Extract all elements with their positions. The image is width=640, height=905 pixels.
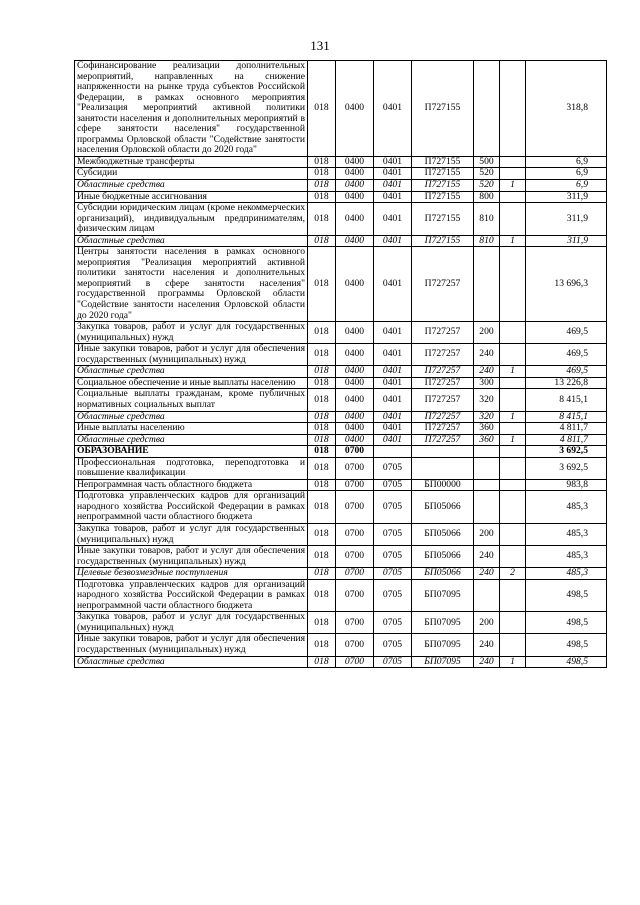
row-target-article: БП05066 [412, 523, 474, 545]
row-subsection-code: 0401 [374, 377, 412, 389]
row-funding-source [500, 546, 526, 568]
row-section-code: 0700 [336, 523, 374, 545]
table-row [75, 389, 607, 411]
row-funding-source [500, 389, 526, 411]
row-amount: 469,5 [526, 322, 607, 344]
row-expense-type: 300 [474, 377, 500, 389]
row-target-article: П727155 [412, 168, 474, 180]
row-amount: 311,9 [526, 191, 607, 203]
row-section-code: 0400 [336, 366, 374, 378]
row-target-article: П727257 [412, 434, 474, 446]
row-subsection-code: 0401 [374, 344, 412, 366]
row-subsection-code [374, 446, 412, 458]
row-amount: 485,3 [526, 491, 607, 524]
row-expense-type: 240 [474, 568, 500, 580]
row-ministry-code: 018 [308, 191, 336, 203]
table-row [75, 546, 607, 568]
row-amount: 498,5 [526, 612, 607, 634]
table-row [75, 191, 607, 203]
row-amount: 311,9 [526, 203, 607, 236]
row-subsection-code: 0401 [374, 366, 412, 378]
row-section-code: 0400 [336, 191, 374, 203]
row-description: Межбюджетные трансферты [75, 156, 308, 168]
row-funding-source [500, 61, 526, 157]
row-amount: 8 415,1 [526, 411, 607, 423]
row-expense-type [474, 61, 500, 157]
row-target-article: П727155 [412, 235, 474, 247]
row-ministry-code: 018 [308, 377, 336, 389]
row-funding-source [500, 247, 526, 322]
table-row [75, 61, 607, 157]
row-subsection-code: 0705 [374, 568, 412, 580]
row-funding-source [500, 344, 526, 366]
table-row [75, 344, 607, 366]
table-row [75, 235, 607, 247]
table-row [75, 634, 607, 656]
row-target-article: П727257 [412, 389, 474, 411]
row-expense-type: 360 [474, 423, 500, 435]
row-section-code: 0400 [336, 156, 374, 168]
row-funding-source: 1 [500, 411, 526, 423]
row-section-code: 0700 [336, 457, 374, 479]
table-row [75, 322, 607, 344]
row-amount: 13 696,3 [526, 247, 607, 322]
row-target-article: БП07095 [412, 579, 474, 612]
row-description: Профессиональная подготовка, переподготовка и повышение квалификации [75, 457, 308, 479]
row-description: Иные бюджетные ассигнования [75, 191, 308, 203]
row-expense-type: 240 [474, 344, 500, 366]
row-funding-source [500, 523, 526, 545]
row-description: Иные закупки товаров, работ и услуг для обеспечения государственных (муниципальных) нужд [75, 344, 308, 366]
row-target-article: БП07095 [412, 656, 474, 668]
row-description: Областные средства [75, 656, 308, 668]
row-amount: 3 692,5 [526, 457, 607, 479]
row-amount: 6,9 [526, 156, 607, 168]
row-target-article: П727155 [412, 203, 474, 236]
row-section-code: 0400 [336, 235, 374, 247]
row-target-article: БП05066 [412, 568, 474, 580]
row-section-code: 0700 [336, 479, 374, 491]
row-target-article: БП07095 [412, 612, 474, 634]
row-section-code: 0400 [336, 247, 374, 322]
row-funding-source [500, 203, 526, 236]
row-target-article: П727155 [412, 156, 474, 168]
row-description: Закупка товаров, работ и услуг для государственных (муниципальных) нужд [75, 523, 308, 545]
table-row [75, 568, 607, 580]
row-target-article: БП05066 [412, 491, 474, 524]
row-subsection-code: 0705 [374, 656, 412, 668]
row-expense-type: 200 [474, 322, 500, 344]
row-subsection-code: 0401 [374, 235, 412, 247]
table-row [75, 423, 607, 435]
row-target-article: П727155 [412, 180, 474, 192]
row-expense-type [474, 446, 500, 458]
row-funding-source [500, 322, 526, 344]
table-row [75, 579, 607, 612]
row-subsection-code: 0705 [374, 612, 412, 634]
row-subsection-code: 0705 [374, 457, 412, 479]
row-amount: 311,9 [526, 235, 607, 247]
row-ministry-code: 018 [308, 156, 336, 168]
row-funding-source [500, 579, 526, 612]
row-subsection-code: 0401 [374, 61, 412, 157]
row-ministry-code: 018 [308, 523, 336, 545]
row-ministry-code: 018 [308, 235, 336, 247]
row-ministry-code: 018 [308, 203, 336, 236]
row-subsection-code: 0401 [374, 322, 412, 344]
row-amount: 498,5 [526, 634, 607, 656]
row-description: Субсидии юридическим лицам (кроме некоммерческих организаций), индивидуальным предпринимателям, физическим лицам [75, 203, 308, 236]
row-funding-source [500, 634, 526, 656]
row-expense-type: 500 [474, 156, 500, 168]
row-ministry-code: 018 [308, 344, 336, 366]
budget-table [74, 60, 607, 668]
row-funding-source: 1 [500, 180, 526, 192]
row-description: Непрограммная часть областного бюджета [75, 479, 308, 491]
table-row [75, 247, 607, 322]
row-funding-source: 1 [500, 434, 526, 446]
row-expense-type: 810 [474, 203, 500, 236]
row-ministry-code: 018 [308, 247, 336, 322]
row-ministry-code: 018 [308, 411, 336, 423]
row-section-code: 0700 [336, 579, 374, 612]
row-amount: 8 415,1 [526, 389, 607, 411]
row-section-code: 0400 [336, 61, 374, 157]
row-funding-source: 1 [500, 366, 526, 378]
row-funding-source: 1 [500, 656, 526, 668]
row-amount: 6,9 [526, 180, 607, 192]
budget-table-body [75, 61, 607, 668]
row-expense-type: 320 [474, 389, 500, 411]
row-ministry-code: 018 [308, 61, 336, 157]
row-funding-source [500, 156, 526, 168]
row-subsection-code: 0401 [374, 423, 412, 435]
row-ministry-code: 018 [308, 457, 336, 479]
row-subsection-code: 0705 [374, 546, 412, 568]
row-ministry-code: 018 [308, 612, 336, 634]
row-funding-source [500, 191, 526, 203]
row-section-code: 0400 [336, 180, 374, 192]
row-amount: 498,5 [526, 656, 607, 668]
row-expense-type: 240 [474, 656, 500, 668]
table-row [75, 377, 607, 389]
row-subsection-code: 0401 [374, 247, 412, 322]
row-ministry-code: 018 [308, 389, 336, 411]
row-description: Областные средства [75, 434, 308, 446]
row-ministry-code: 018 [308, 579, 336, 612]
row-funding-source: 2 [500, 568, 526, 580]
row-ministry-code: 018 [308, 568, 336, 580]
row-funding-source [500, 168, 526, 180]
row-expense-type [474, 579, 500, 612]
row-target-article: П727155 [412, 61, 474, 157]
row-ministry-code: 018 [308, 423, 336, 435]
row-ministry-code: 018 [308, 446, 336, 458]
row-amount: 469,5 [526, 366, 607, 378]
row-target-article: П727257 [412, 322, 474, 344]
row-section-code: 0700 [336, 656, 374, 668]
row-description: Закупка товаров, работ и услуг для государственных (муниципальных) нужд [75, 322, 308, 344]
row-section-code: 0700 [336, 634, 374, 656]
row-funding-source: 1 [500, 235, 526, 247]
row-section-code: 0700 [336, 446, 374, 458]
page-number: 131 [310, 38, 330, 53]
row-section-code: 0400 [336, 203, 374, 236]
row-description: Подготовка управленческих кадров для организаций народного хозяйства Российской Федерации в рамках непрограммной части областного бюджета [75, 491, 308, 524]
row-section-code: 0700 [336, 568, 374, 580]
row-ministry-code: 018 [308, 656, 336, 668]
table-row [75, 491, 607, 524]
row-amount: 13 226,8 [526, 377, 607, 389]
table-row [75, 180, 607, 192]
row-ministry-code: 018 [308, 491, 336, 524]
row-section-code: 0700 [336, 491, 374, 524]
row-expense-type: 360 [474, 434, 500, 446]
table-row [75, 656, 607, 668]
row-ministry-code: 018 [308, 168, 336, 180]
row-expense-type: 240 [474, 366, 500, 378]
row-section-code: 0400 [336, 389, 374, 411]
row-description: Закупка товаров, работ и услуг для государственных (муниципальных) нужд [75, 612, 308, 634]
row-description: Областные средства [75, 180, 308, 192]
row-expense-type [474, 479, 500, 491]
row-funding-source [500, 479, 526, 491]
row-target-article: П727257 [412, 344, 474, 366]
row-funding-source [500, 612, 526, 634]
row-section-code: 0400 [336, 423, 374, 435]
row-subsection-code: 0705 [374, 491, 412, 524]
row-target-article: П727257 [412, 411, 474, 423]
row-description: Социальные выплаты гражданам, кроме публичных нормативных социальных выплат [75, 389, 308, 411]
row-description: Социальное обеспечение и иные выплаты населению [75, 377, 308, 389]
row-target-article: П727257 [412, 247, 474, 322]
row-ministry-code: 018 [308, 634, 336, 656]
row-amount: 469,5 [526, 344, 607, 366]
row-funding-source [500, 423, 526, 435]
row-description: Областные средства [75, 235, 308, 247]
row-description: Областные средства [75, 411, 308, 423]
row-funding-source [500, 491, 526, 524]
row-section-code: 0700 [336, 546, 374, 568]
row-description: ОБРАЗОВАНИЕ [75, 446, 308, 458]
row-target-article: П727257 [412, 377, 474, 389]
row-amount: 3 692,5 [526, 446, 607, 458]
row-target-article [412, 457, 474, 479]
row-expense-type [474, 491, 500, 524]
row-ministry-code: 018 [308, 180, 336, 192]
table-row [75, 156, 607, 168]
row-subsection-code: 0401 [374, 168, 412, 180]
row-subsection-code: 0401 [374, 203, 412, 236]
row-section-code: 0700 [336, 612, 374, 634]
row-section-code: 0400 [336, 168, 374, 180]
row-expense-type: 810 [474, 235, 500, 247]
row-description: Областные средства [75, 366, 308, 378]
table-row [75, 434, 607, 446]
row-expense-type [474, 457, 500, 479]
row-expense-type: 200 [474, 612, 500, 634]
row-subsection-code: 0401 [374, 411, 412, 423]
row-target-article: П727257 [412, 366, 474, 378]
row-section-code: 0400 [336, 344, 374, 366]
table-row [75, 523, 607, 545]
row-expense-type: 240 [474, 634, 500, 656]
row-subsection-code: 0401 [374, 180, 412, 192]
row-subsection-code: 0401 [374, 389, 412, 411]
row-expense-type: 240 [474, 546, 500, 568]
row-target-article: П727257 [412, 423, 474, 435]
row-amount: 6,9 [526, 168, 607, 180]
table-row [75, 366, 607, 378]
row-expense-type: 200 [474, 523, 500, 545]
row-funding-source [500, 377, 526, 389]
row-amount: 485,3 [526, 568, 607, 580]
row-section-code: 0400 [336, 434, 374, 446]
row-ministry-code: 018 [308, 366, 336, 378]
row-target-article [412, 446, 474, 458]
row-subsection-code: 0705 [374, 523, 412, 545]
row-ministry-code: 018 [308, 479, 336, 491]
row-ministry-code: 018 [308, 322, 336, 344]
row-description: Центры занятости населения в рамках основного мероприятия "Реализация мероприятий активной политики занятости населения и дополнительных мероприятий в сфере занятости населения" государственной программы Орловской области "Содействие занятости населения Орловской области до 2020 года" [75, 247, 308, 322]
row-amount: 318,8 [526, 61, 607, 157]
row-expense-type: 800 [474, 191, 500, 203]
row-amount: 485,3 [526, 523, 607, 545]
row-funding-source [500, 446, 526, 458]
row-target-article: П727155 [412, 191, 474, 203]
row-expense-type: 320 [474, 411, 500, 423]
row-description: Иные выплаты населению [75, 423, 308, 435]
table-row [75, 457, 607, 479]
table-row [75, 446, 607, 458]
row-subsection-code: 0705 [374, 579, 412, 612]
row-expense-type: 520 [474, 180, 500, 192]
table-row [75, 168, 607, 180]
row-funding-source [500, 457, 526, 479]
table-row [75, 203, 607, 236]
row-amount: 4 811,7 [526, 434, 607, 446]
row-description: Подготовка управленческих кадров для организаций народного хозяйства Российской Федерации в рамках непрограммной части областного бюджета [75, 579, 308, 612]
row-section-code: 0400 [336, 377, 374, 389]
row-description: Субсидии [75, 168, 308, 180]
row-subsection-code: 0705 [374, 479, 412, 491]
row-amount: 498,5 [526, 579, 607, 612]
row-section-code: 0400 [336, 322, 374, 344]
table-row [75, 612, 607, 634]
row-expense-type: 520 [474, 168, 500, 180]
row-description: Софинансирование реализации дополнительных мероприятий, направленных на снижение напряженности на рынке труда субъектов Российской Федерации, в рамках основного мероприятия "Реализация мероприятий активной политики занятости населения и дополнительных мероприятий в сфере занятости населения" государственной программы Орловской области "Содействие занятости населения Орловской области до 2020 года" [75, 61, 308, 157]
row-subsection-code: 0401 [374, 434, 412, 446]
row-target-article: БП07095 [412, 634, 474, 656]
row-subsection-code: 0705 [374, 634, 412, 656]
row-description: Иные закупки товаров, работ и услуг для обеспечения государственных (муниципальных) нужд [75, 634, 308, 656]
table-row [75, 411, 607, 423]
row-section-code: 0400 [336, 411, 374, 423]
row-subsection-code: 0401 [374, 191, 412, 203]
row-target-article: БП00000 [412, 479, 474, 491]
row-amount: 983,8 [526, 479, 607, 491]
row-ministry-code: 018 [308, 546, 336, 568]
row-subsection-code: 0401 [374, 156, 412, 168]
table-row [75, 479, 607, 491]
row-description: Целевые безвозмездные поступления [75, 568, 308, 580]
row-expense-type [474, 247, 500, 322]
row-description: Иные закупки товаров, работ и услуг для обеспечения государственных (муниципальных) нужд [75, 546, 308, 568]
row-ministry-code: 018 [308, 434, 336, 446]
row-amount: 4 811,7 [526, 423, 607, 435]
row-amount: 485,3 [526, 546, 607, 568]
row-target-article: БП05066 [412, 546, 474, 568]
